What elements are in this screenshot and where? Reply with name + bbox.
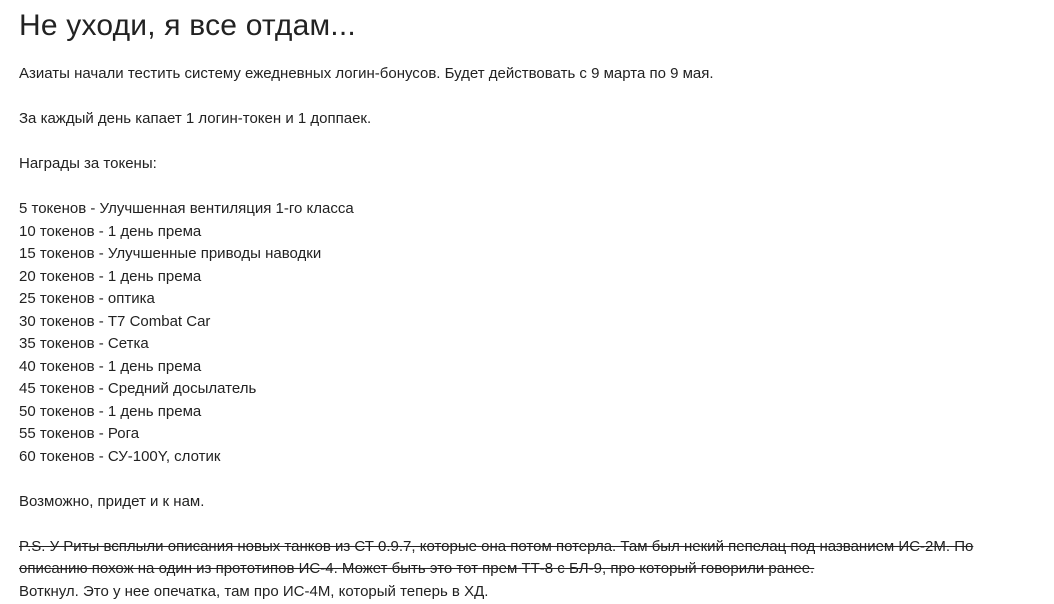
reward-item: 40 токенов - 1 день према (19, 357, 202, 375)
reward-item: 5 токенов - Улучшенная вентиляция 1-го класса (19, 200, 354, 217)
reward-item: 25 токенов - оптика (19, 290, 155, 307)
reward-item: 55 токенов - Рога (19, 425, 140, 442)
rewards-heading: Награды за токены: (19, 155, 157, 172)
reward-item: 30 токенов - T7 Combat Car (19, 312, 211, 330)
spacer (19, 176, 1054, 199)
reward-item: 50 токенов - 1 день према (19, 402, 202, 420)
intro-paragraph: Азиаты начали тестить систему ежедневных логин-бонусов. Будет действовать с 9 марта по 9 мая. (19, 65, 714, 82)
page-title: Не уходи, я все отдам... (19, 9, 356, 42)
spacer (19, 468, 1054, 491)
maybe-paragraph: Возможно, придет и к нам. (19, 492, 205, 510)
reward-item: 45 токенов - Средний досылатель (19, 380, 257, 397)
spacer (19, 513, 1054, 536)
reward-item: 20 токенов - 1 день према (19, 267, 202, 285)
ps-struck-line-2: описанию похож на один из прототипов ИС-4. Может быть это тот прем ТТ-8 с БЛ-9, про который говорили ранее. (19, 560, 815, 577)
reward-item: 15 токенов - Улучшенные приводы наводки (19, 245, 322, 262)
spacer (19, 131, 1054, 154)
rewards-list (19, 198, 1054, 468)
update-paragraph: Воткнул. Это у нее опечатка, там про ИС-4М, который теперь в ХД. (19, 582, 489, 600)
spacer (19, 86, 1054, 109)
reward-item: 35 токенов - Сетка (19, 335, 149, 352)
ps-struck-line-1: P.S. У Риты всплыли описания новых танков из СТ 0.9.7, которые она потом потерла. Там был некий пепелац под названием ИС-2М. По (19, 537, 974, 555)
reward-item: 60 токенов - СУ-100Y, слотик (19, 447, 221, 465)
daily-paragraph: За каждый день капает 1 логин-токен и 1 доппаек. (19, 110, 372, 127)
reward-item: 10 токенов - 1 день према (19, 222, 202, 240)
